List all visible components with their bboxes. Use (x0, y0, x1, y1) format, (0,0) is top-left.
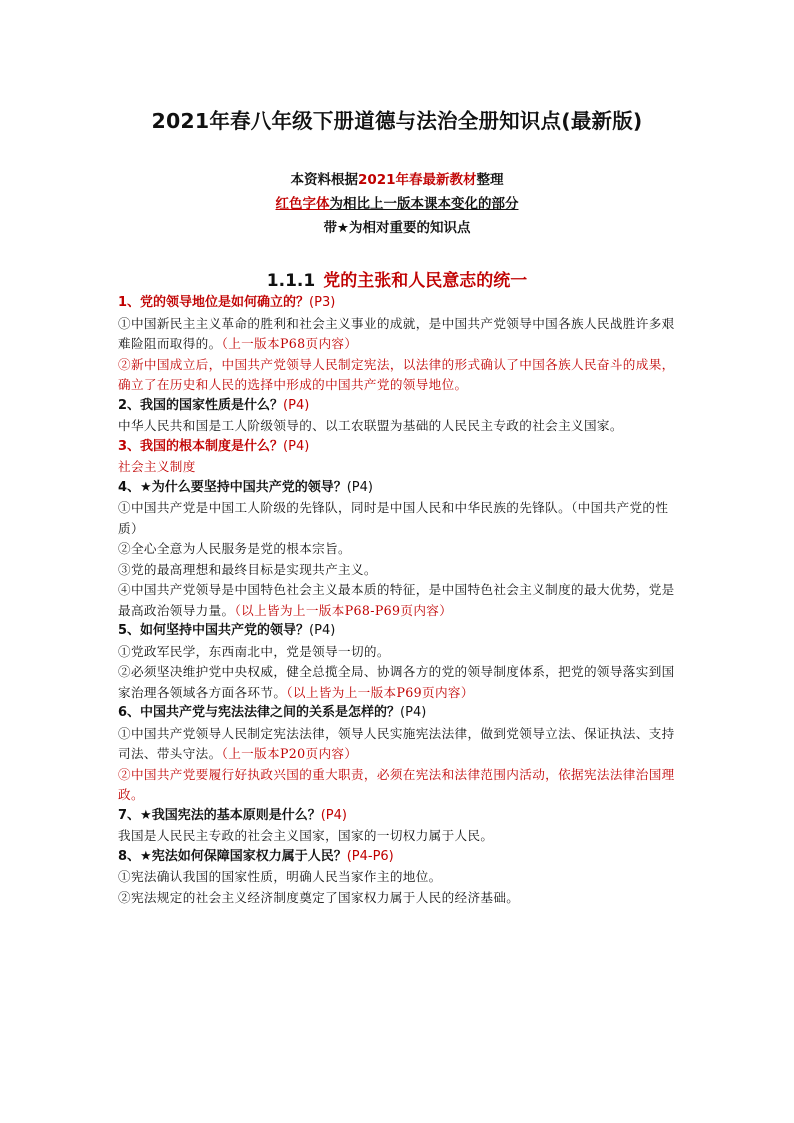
intro-line-1 (118, 168, 676, 192)
answer-1-2: ②新中国成立后，中国共产党领导人民制定宪法，以法律的形式确认了中国各族人民奋斗的成果，确立了在历史和人民的选择中形成的中国共产党的领导地位。 (118, 356, 675, 392)
intro-underlined-text: 为相比上一版本课本变化的部分 (329, 196, 519, 212)
answer-2: 中华人民共和国是工人阶级领导的、以工农联盟为基础的人民民主专政的社会主义国家。 (118, 418, 623, 433)
answer-8-2: ②宪法规定的社会主义经济制度奠定了国家权力属于人民的经济基础。 (118, 889, 520, 905)
answer-4-4: ④中国共产党领导是中国特色社会主义最本质的特征，是中国特色社会主义制度的最大优势，党是最高政治领导力量。（以上皆为上一版本P68-P69页内容） (118, 582, 675, 618)
answer-4-2: ②全心全意为人民服务是党的根本宗旨。 (118, 541, 351, 556)
answer-4-3: ③党的最高理想和最终目标是实现共产主义。 (118, 561, 377, 577)
answer-5-2: ②必须坚决维护党中央权威，健全总揽全局、协调各方的党的领导制度体系，把党的领导落实到国家治理各领域各方面各环节。（以上皆为上一版本P69页内容） (118, 664, 675, 700)
answer-1-1: ①中国新民主主义革命的胜利和社会主义事业的成就，是中国共产党领导中国各族人民战胜许多艰难险阻而取得的。（上一版本P68页内容） (118, 315, 675, 351)
question-6: 6、中国共产党与宪法法律之间的关系是怎样的？(P4) (118, 705, 427, 720)
document-title: 2021年春八年级下册道德与法治全册知识点(最新版) (151, 109, 643, 133)
answer-4-1: ①中国共产党是中国工人阶级的先锋队，同时是中国人民和中华民族的先锋队。（中国共产党的性质） (118, 500, 669, 536)
answer-8-1: ①宪法确认我国的国家性质，明确人民当家作主的地位。 (118, 869, 442, 884)
answer-3: 社会主义制度 (118, 459, 196, 474)
answer-6-1: ①中国共产党领导人民制定宪法法律，领导人民实施宪法法律，做到党领导立法、保证执法、支持司法、带头守法。（上一版本P20页内容） (118, 725, 675, 761)
section-number: 1.1.1 (266, 271, 316, 291)
intro-highlight: 2021年春最新教材 (357, 172, 477, 188)
question-1: 1、党的领导地位是如何确立的？(P3) (118, 295, 336, 310)
intro-red-note: 红色字体 (275, 196, 330, 212)
intro-block (118, 168, 676, 240)
section-title: 党的主张和人民意志的统一 (323, 271, 528, 291)
question-2: 2、我国的国家性质是什么？(P4) (118, 397, 310, 413)
question-3: 3、我国的根本制度是什么？(P4) (118, 438, 310, 454)
question-4: 4、★为什么要坚持中国共产党的领导？(P4) (118, 479, 373, 495)
intro-text: 整理 (476, 172, 504, 188)
question-5: 5、如何坚持中国共产党的领导？(P4) (118, 623, 336, 638)
answer-6-2: ②中国共产党要履行好执政兴国的重大职责，必须在宪法和法律范围内活动，依据宪法法律治国理政。 (118, 766, 675, 802)
intro-text: 本资料根据 (290, 172, 358, 188)
intro-line-3: 带★为相对重要的知识点 (323, 220, 471, 236)
answer-7: 我国是人民民主专政的社会主义国家，国家的一切权力属于人民。 (118, 828, 494, 843)
answer-5-1: ①党政军民学，东西南北中，党是领导一切的。 (118, 643, 390, 659)
question-7: 7、★我国宪法的基本原则是什么？(P4) (118, 807, 347, 823)
intro-line-2 (118, 192, 676, 216)
section-heading (118, 266, 676, 291)
question-8: 8、★宪法如何保障国家权力属于人民？(P4-P6) (118, 848, 394, 864)
